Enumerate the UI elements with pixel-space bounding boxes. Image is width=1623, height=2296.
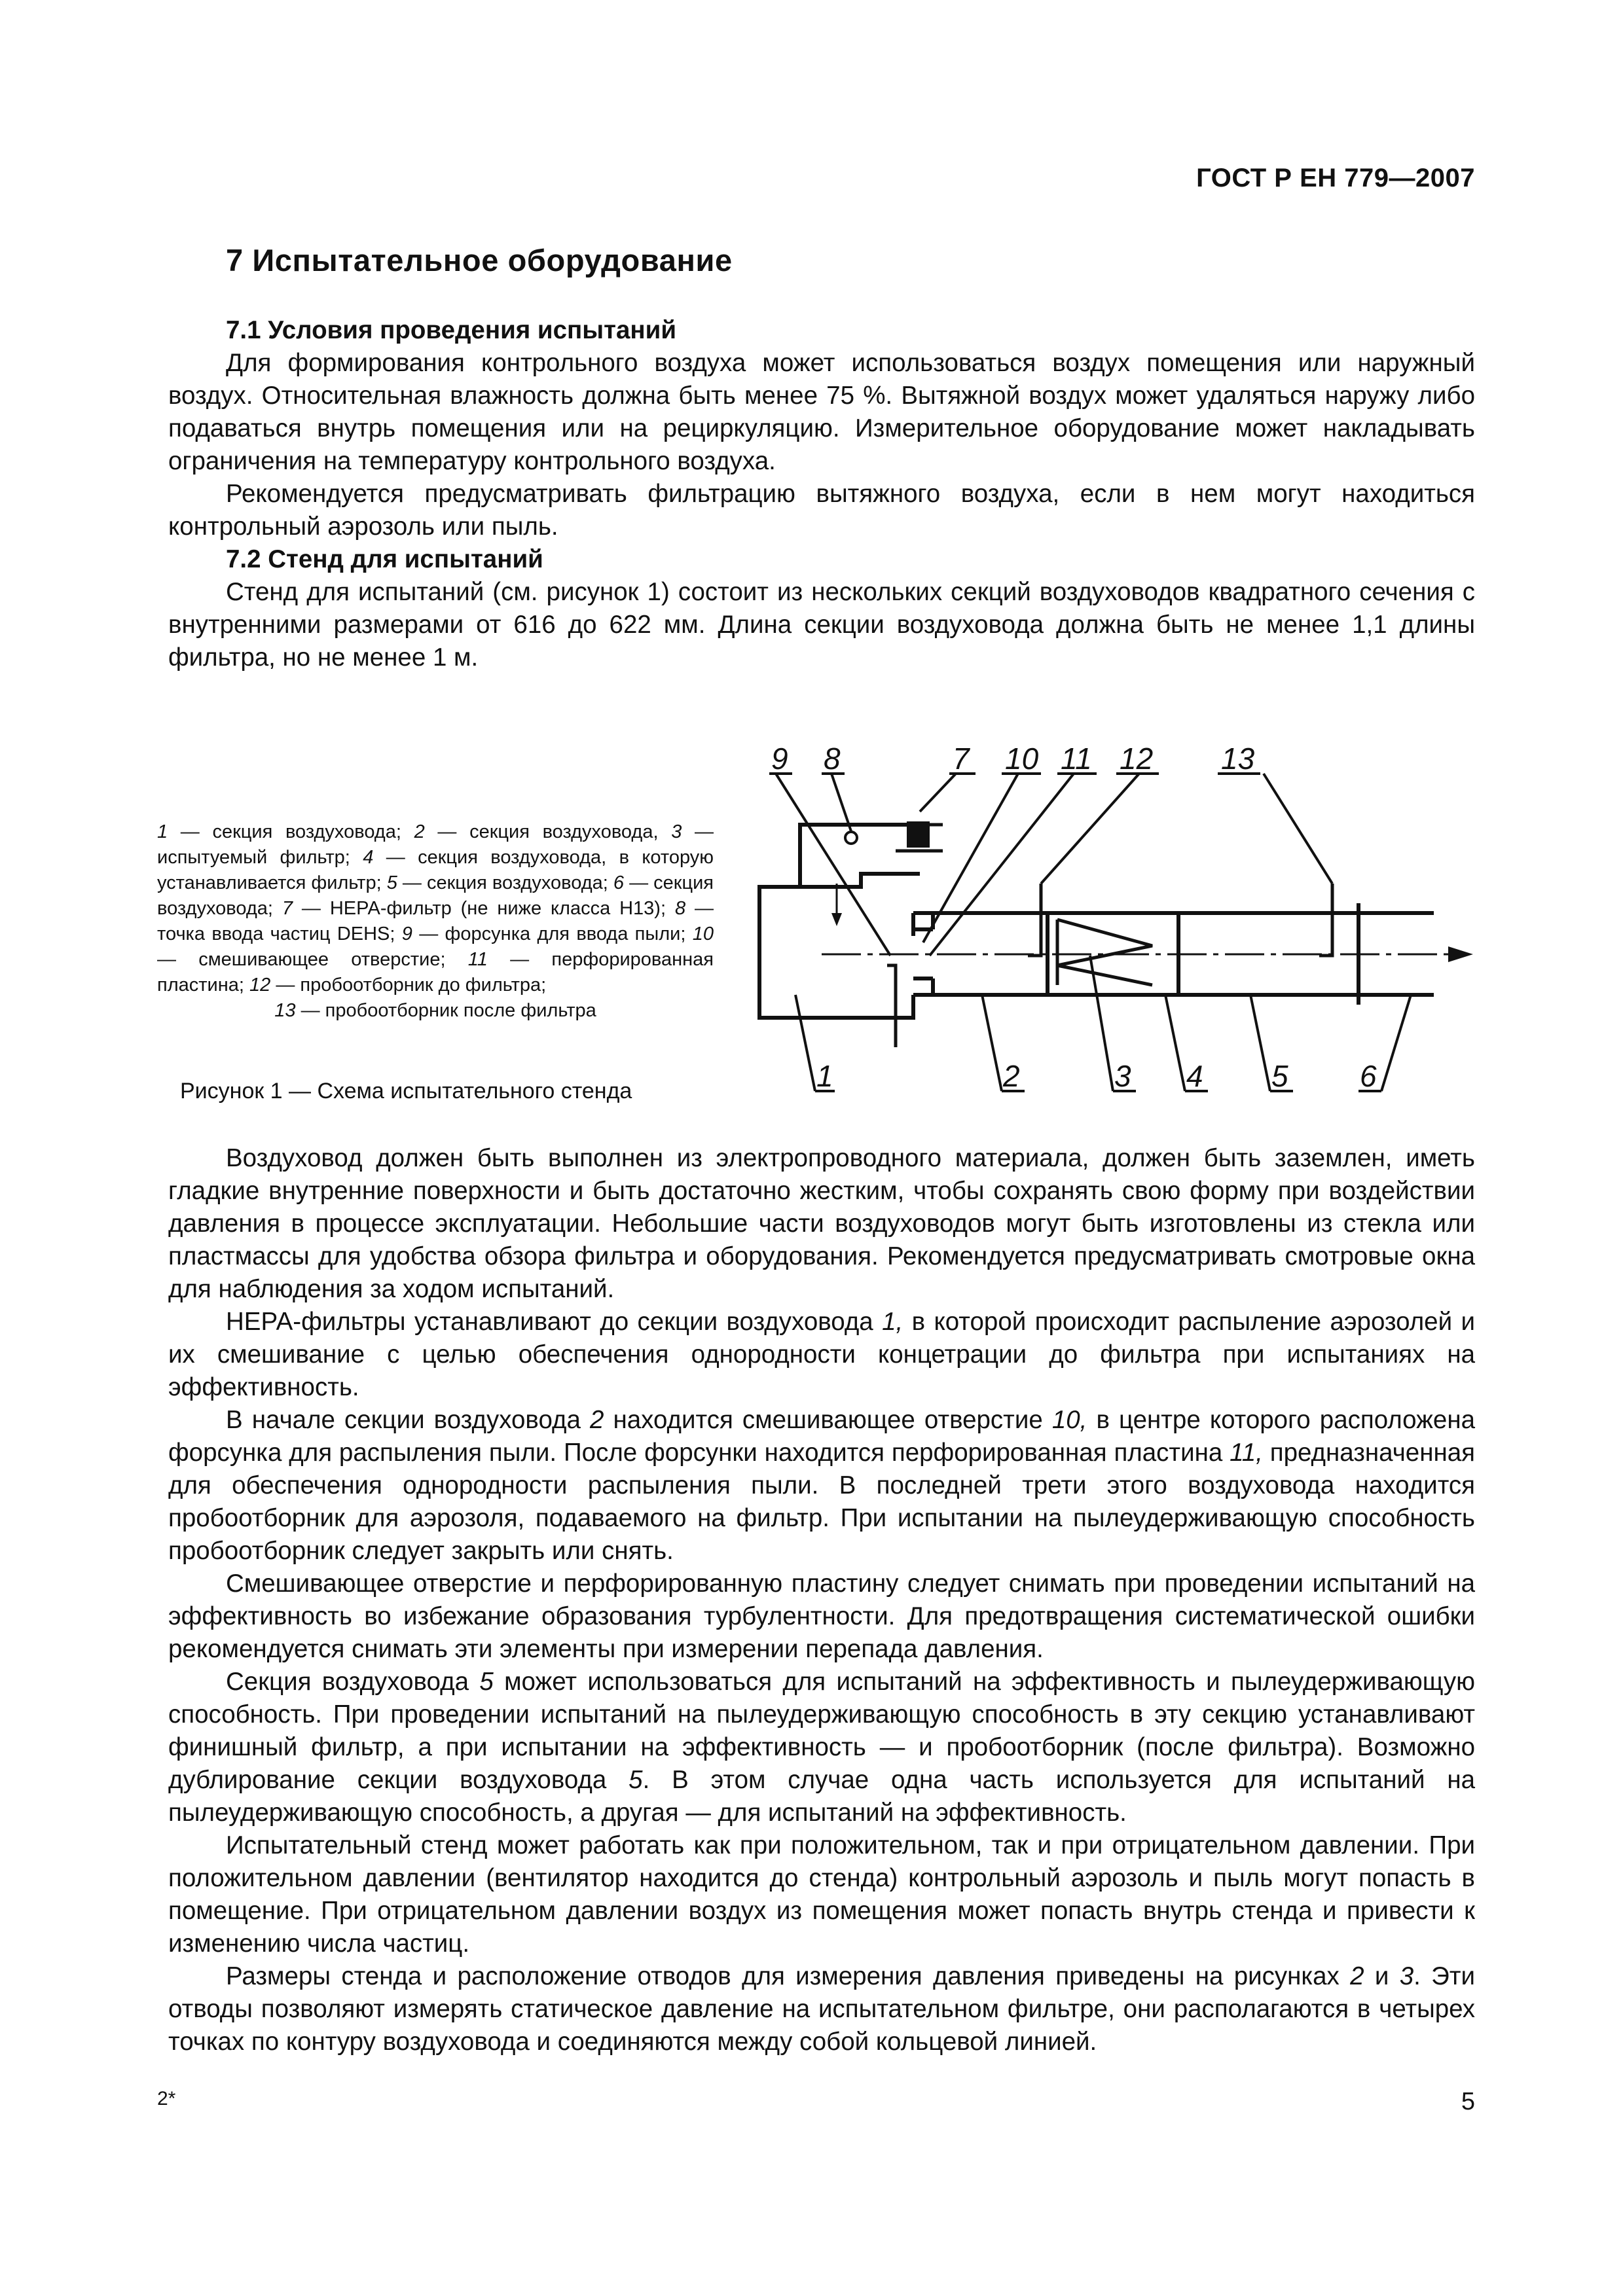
diagram-label-2: 2 bbox=[1003, 1059, 1020, 1093]
legend-num-10: 10 bbox=[692, 924, 714, 944]
diagram-label-1: 1 bbox=[816, 1059, 833, 1093]
diagram-label-13: 13 bbox=[1221, 742, 1255, 776]
diagram-label-9: 9 bbox=[771, 742, 788, 776]
diagram-label-11: 11 bbox=[1061, 742, 1092, 776]
legend-text-8: — точка ввода частиц DEHS; bbox=[157, 898, 714, 944]
figure-caption: Рисунок 1 — Схема испытательного стенда bbox=[180, 1079, 632, 1103]
paragraph-5: Секция воздуховода 5 может использоваться для испытаний на эффективность и пылеудерживающую способность. При проведении испытаний на пылеудерживающую способность в эту секцию устанавливают финишный фильтр, а при испытании на эффективность — и пробоотборник (после фильтра). Возможно дублирование секции воздуховода 5. В этом случае одна часть используется для испытаний на пылеудерживающую способность, а другая — для испытаний на эффективность. bbox=[168, 1668, 1476, 1827]
paragraph-4: Смешивающее отверстие и перфорированную пластину следует снимать при проведении испытаний на эффективность во избежание образования турбулентности. Для предотвращения систематической ошибки рекомендуется снимать эти элементы при измерении перепада давления. bbox=[168, 1570, 1475, 1663]
diagram-label-10: 10 bbox=[1005, 742, 1039, 776]
legend-text-9: — форсунка для ввода пыли; bbox=[412, 924, 693, 944]
paragraph-3: В начале секции воздуховода 2 находится смешивающее отверстие 10, в центре которого расположена форсунка для распыления пыли. После форсунки находится перфорированная пластина 11, предназначенная для обеспечения однородности распыления пыли. В последней трети этого воздуховода находится пробоотборник для аэрозоля, подаваемого на фильтр. При испытании на пылеудерживающую способность пробоотборник следует закрыть или снять. bbox=[168, 1406, 1475, 1565]
legend-num-7: 7 bbox=[282, 898, 293, 919]
footer-sheet-mark: 2* bbox=[157, 2088, 176, 2109]
legend-text-13: — пробоотборник после фильтра bbox=[295, 1000, 596, 1021]
paragraph-7-1-1: Для формирования контрольного воздуха может использоваться воздух помещения или наружный воздух. Относительная влажность должна быть менее 75 %. Вытяжной воздух может удаляться наружу либо подаваться внутрь помещения или на рециркуляцию. Измерительное оборудование может накладывать ограничения на температуру контрольного воздуха. bbox=[168, 349, 1475, 475]
section-title: 7 Испытательное оборудование bbox=[226, 243, 733, 278]
legend-num-11: 11 bbox=[467, 949, 488, 970]
subsection-title-7-1: 7.1 Условия проведения испытаний bbox=[226, 316, 676, 344]
diagram-label-3: 3 bbox=[1114, 1059, 1131, 1093]
legend-text-1: — секция воздуховода; bbox=[168, 821, 414, 842]
legend-text-6: — секция воздуховода; bbox=[157, 872, 714, 919]
page-number: 5 bbox=[1461, 2088, 1475, 2115]
legend-num-2: 2 bbox=[414, 821, 425, 842]
diagram-label-8: 8 bbox=[824, 742, 841, 776]
legend-num-5: 5 bbox=[386, 872, 397, 893]
legend-text-11: — перфорированная пластина; bbox=[157, 949, 714, 996]
legend-text-7: — НЕРА-фильтр (не ниже класса Н13); bbox=[293, 898, 675, 919]
document-standard-number: ГОСТ Р ЕН 779—2007 bbox=[1196, 164, 1475, 192]
legend-num-13: 13 bbox=[274, 1000, 296, 1021]
legend-num-8: 8 bbox=[674, 898, 686, 919]
diagram-label-5: 5 bbox=[1271, 1059, 1288, 1093]
legend-num-3: 3 bbox=[671, 821, 682, 842]
diagram-label-12: 12 bbox=[1120, 742, 1154, 776]
diagram-label-4: 4 bbox=[1186, 1059, 1203, 1093]
paragraph-2: НЕРА-фильтры устанавливают до секции воздуховода 1, в которой происходит распыление аэрозолей и их смешивание с целью обеспечения однородности концетрации до фильтра при испытаниях на эффективность. bbox=[168, 1308, 1475, 1401]
diagram-label-6: 6 bbox=[1360, 1059, 1377, 1093]
legend-text-12: — пробоотборник до фильтра; bbox=[270, 975, 547, 996]
diagram-label-7: 7 bbox=[953, 742, 970, 776]
body-text bbox=[168, 1142, 1475, 2058]
legend-text-2: — секция воздуховода, bbox=[424, 821, 672, 842]
legend-num-9: 9 bbox=[401, 924, 412, 944]
legend-num-12: 12 bbox=[249, 975, 271, 996]
paragraph-7: Размеры стенда и расположение отводов для измерения давления приведены на рисунках 2 и 3. Эти отводы позволяют измерять статическое давление на испытательном фильтре, они располагаются в четырех точках по контуру воздуховода и соединяются между собой кольцевой линией. bbox=[168, 1962, 1475, 2056]
legend-num-6: 6 bbox=[613, 872, 625, 893]
subsection-title-7-2: 7.2 Стенд для испытаний bbox=[226, 545, 543, 573]
legend-text-3: — испытуемый фильтр; bbox=[157, 821, 714, 868]
legend-text-4: — секция воздуховода, в которую устанавливается фильтр; bbox=[157, 847, 714, 893]
legend-text-5: — секция воздуховода; bbox=[397, 872, 613, 893]
legend-text-10: — смешивающее отверстие; bbox=[157, 949, 468, 970]
legend-num-1: 1 bbox=[157, 821, 168, 842]
paragraph-7-2-1: Стенд для испытаний (см. рисунок 1) состоит из нескольких секций воздуховодов квадратного сечения с внутренними размерами от 616 до 622 мм. Длина секции воздуховода должна быть не менее 1,1 длины фильтра, но не менее 1 м. bbox=[168, 578, 1475, 672]
legend-num-4: 4 bbox=[363, 847, 374, 868]
paragraph-7-1-2: Рекомендуется предусматривать фильтрацию вытяжного воздуха, если в нем могут находиться контрольный аэрозоль или пыль. bbox=[168, 480, 1475, 541]
paragraph-6: Испытательный стенд может работать как при положительном, так и при отрицательном давлении. При положительном давлении (вентилятор находится до стенда) контрольный аэрозоль и пыль могут попасть в помещение. При отрицательном давлении воздух из помещения может попасть внутрь стенда и привести к изменению числа частиц. bbox=[168, 1831, 1475, 1958]
paragraph-1: Воздуховод должен быть выполнен из электропроводного материала, должен быть заземлен, иметь гладкие внутренние поверхности и быть достаточно жестким, чтобы сохранять свою форму при воздействии давления в процессе эксплуатации. Небольшие части воздуховодов могут быть изготовлены из стекла или пластмассы для удобства обзора фильтра и оборудования. Рекомендуется предусматривать смотровые окна для наблюдения за ходом испытаний. bbox=[168, 1144, 1475, 1303]
